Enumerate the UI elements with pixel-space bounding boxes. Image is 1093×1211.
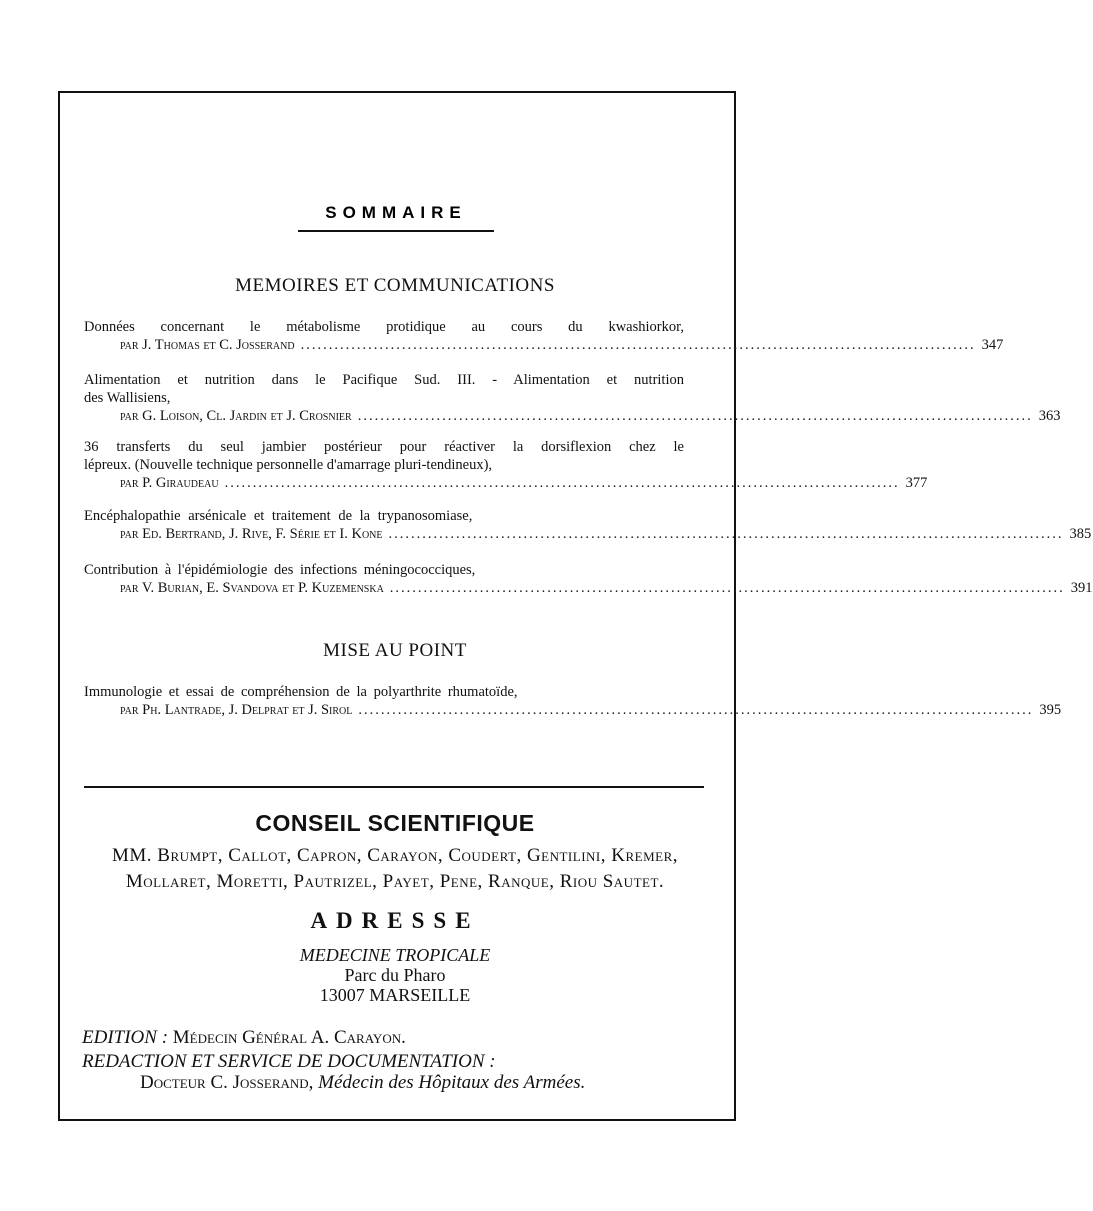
memoires-heading: MEMOIRES ET COMMUNICATIONS <box>235 275 555 296</box>
sommaire-underline <box>298 230 494 232</box>
docteur-name: Docteur C. Josserand, <box>140 1072 314 1093</box>
entry-title: Contribution à l'épidémiologie des infections méningococciques, <box>84 562 476 578</box>
adresse-journal: MEDECINE TROPICALE <box>299 945 491 965</box>
entry-authors: par J. Thomas et C. Josserand <box>120 337 295 353</box>
entry-authors: par Ph. Lantrade, J. Delprat et J. Sirol <box>120 702 353 718</box>
toc-entry[interactable] <box>84 683 1062 719</box>
entry-page: 377 <box>905 475 928 491</box>
entry-title-cont: lépreux. (Nouvelle technique personnelle d'amarrage pluri-tendineux), <box>84 457 493 473</box>
redaction-line: REDACTION ET SERVICE DE DOCUMENTATION : <box>82 1051 496 1072</box>
entry-title: Données concernant le métabolisme protidique au cours du kwashiorkor, <box>84 319 684 335</box>
entry-page: 395 <box>1039 702 1062 718</box>
entry-authors: par V. Burian, E. Svandova et P. Kuzemenska <box>120 580 384 596</box>
toc-entry[interactable] <box>84 371 1061 425</box>
toc-entry[interactable] <box>84 318 1004 354</box>
conseil-title: CONSEIL SCIENTIFIQUE <box>255 810 535 836</box>
edition-label: EDITION : <box>82 1027 169 1048</box>
leader-dots: ........................................................................................................................ <box>358 702 1034 718</box>
mise-heading: MISE AU POINT <box>323 640 467 661</box>
sommaire-title: SOMMAIRE <box>325 203 467 222</box>
docteur-line <box>140 1072 585 1094</box>
entry-page: 347 <box>981 337 1004 353</box>
leader-dots: ........................................................................................................................ <box>389 580 1065 596</box>
entry-page: 391 <box>1070 580 1093 596</box>
entry-title-cont: des Wallisiens, <box>84 390 171 406</box>
entry-page: 363 <box>1038 408 1061 424</box>
conseil-members-1: MM. Brumpt, Callot, Capron, Carayon, Coudert, Gentilini, Kremer, <box>111 845 679 866</box>
leader-dots: ........................................................................................................................ <box>300 337 976 353</box>
entry-title: Alimentation et nutrition dans le Pacifique Sud. III. - Alimentation et nutrition <box>84 372 684 388</box>
toc-entry[interactable] <box>84 561 1093 597</box>
entry-title: Encéphalopathie arsénicale et traitement de la trypanosomiase, <box>84 508 473 524</box>
conseil-members-2: Mollaret, Moretti, Pautrizel, Payet, Pene, Ranque, Riou Sautet. <box>125 871 665 892</box>
entry-title: Immunologie et essai de compréhension de la polyarthrite rhumatoïde, <box>84 684 518 700</box>
entry-authors: par Ed. Bertrand, J. Rive, F. Série et I. Kone <box>120 526 383 542</box>
adresse-title: ADRESSE <box>310 908 480 933</box>
leader-dots: ........................................................................................................................ <box>224 475 900 491</box>
leader-dots: ........................................................................................................................ <box>388 526 1064 542</box>
section-separator <box>84 786 704 788</box>
adresse-city: 13007 MARSEILLE <box>319 985 471 1005</box>
entry-page: 385 <box>1069 526 1092 542</box>
edition-line <box>82 1027 406 1049</box>
docteur-role: Médecin des Hôpitaux des Armées. <box>318 1072 586 1093</box>
toc-entry[interactable] <box>84 438 928 492</box>
entry-authors: par P. Giraudeau <box>120 475 219 491</box>
edition-value: Médecin Général A. Carayon. <box>172 1027 406 1048</box>
entry-authors: par G. Loison, Cl. Jardin et J. Crosnier <box>120 408 352 424</box>
toc-entry[interactable] <box>84 507 1092 543</box>
adresse-street: Parc du Pharo <box>344 965 446 985</box>
entry-title: 36 transferts du seul jambier postérieur pour réactiver la dorsiflexion chez le <box>84 439 684 455</box>
leader-dots: ........................................................................................................................ <box>357 408 1033 424</box>
